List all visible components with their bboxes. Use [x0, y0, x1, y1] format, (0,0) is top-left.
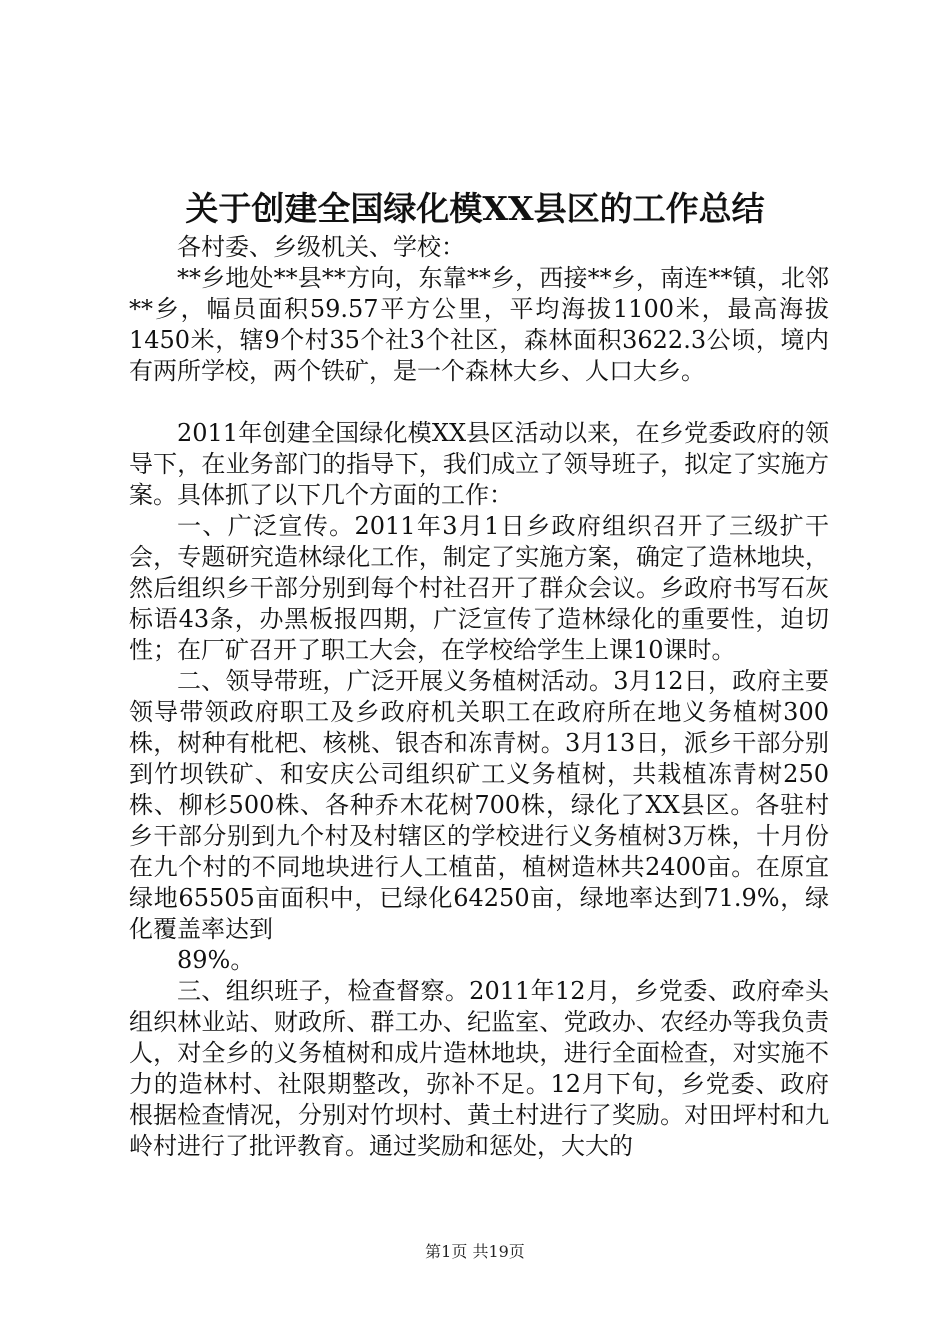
salutation-paragraph: 各村委、乡级机关、学校： [177, 233, 465, 261]
section-one-paragraph: 一、广泛宣传。2011年3月1日乡政府组织召开了三级扩干会，专题研究造林绿化工作，制定了实施方案，确定了造林地块，然后组织乡干部分别到每个村社召开了群众会议。乡政府书写石灰标语43条，办黑板报四期，广泛宣传了造林绿化的重要性，迫切性；在厂矿召开了职工大会，在学校给学生上课10课时。 [129, 512, 829, 664]
overview-paragraph: **乡地处**县**方向，东靠**乡，西接**乡，南连**镇，北邻**乡，幅员面积59.57平方公里，平均海拔1100米，最高海拔1450米，辖9个村35个社3个社区，森林面积3622.3公顷，境内有两所学校，两个铁矿，是一个森林大乡、人口大乡。 [129, 264, 829, 385]
section-three-paragraph: 三、组织班子，检查督察。2011年12月，乡党委、政府牵头组织林业站、财政所、群工办、纪监室、党政办、农经办等我负责人，对全乡的义务植树和成片造林地块，进行全面检查，对实施不力的造林村、社限期整改，弥补不足。12月下旬，乡党委、政府根据检查情况，分别对竹坝村、黄土村进行了奖励。对田坪村和九岭村进行了批评教育。通过奖励和惩处，大大的 [129, 977, 829, 1160]
section-two-paragraph: 二、领导带班，广泛开展义务植树活动。3月12日，政府主要领导带领政府职工及乡政府机关职工在政府所在地义务植树300株，树种有枇杷、核桃、银杏和冻青树。3月13日，派乡干部分别到竹坝铁矿、和安庆公司组织矿工义务植树，共栽植冻青树250株、柳杉500株、各种乔木花树700株，绿化了XX县区。各驻村乡干部分别到九个村及村辖区的学校进行义务植树3万株，十月份在九个村的不同地块进行人工植苗，植树造林共2400亩。在原宜绿地65505亩面积中，已绿化64250亩，绿地率达到71.9%，绿化覆盖率达到 [129, 667, 829, 943]
page-number-footer: 第1页 共19页 [425, 1242, 525, 1261]
section-two-continuation: 89%。 [177, 946, 255, 974]
document-body [129, 232, 829, 1162]
intro-paragraph: 2011年创建全国绿化模XX县区活动以来，在乡党委政府的领导下，在业务部门的指导下，我们成立了领导班子，拟定了实施方案。具体抓了以下几个方面的工作： [129, 419, 829, 509]
document-title: 关于创建全国绿化模XX县区的工作总结 [185, 189, 765, 228]
